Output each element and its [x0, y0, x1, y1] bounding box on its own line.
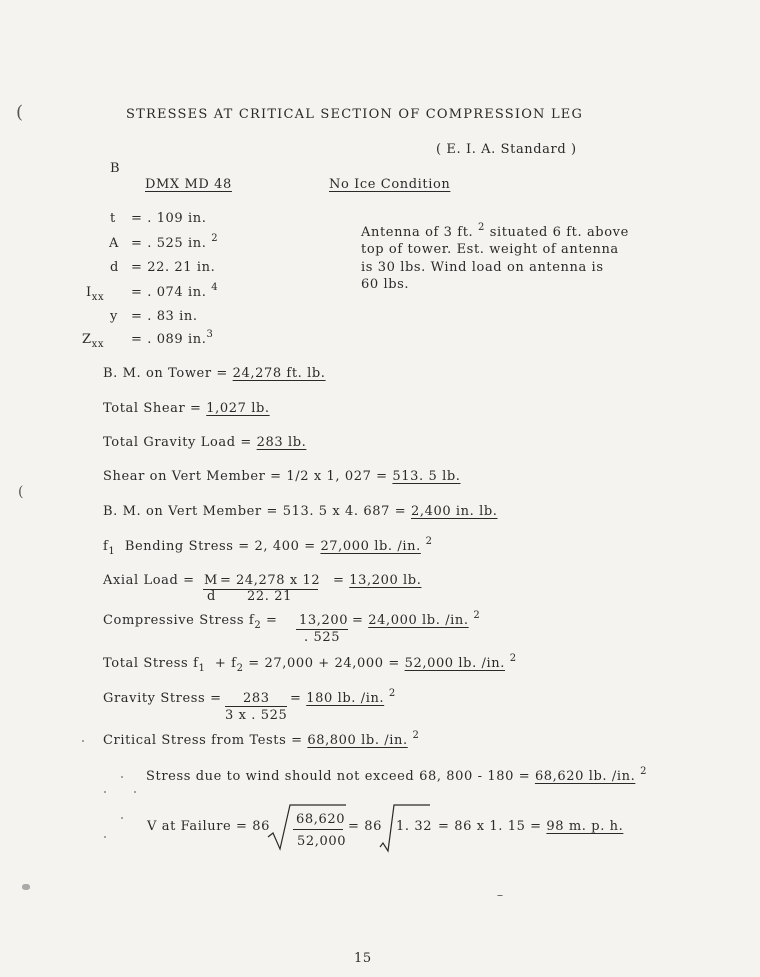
property-value: = . 089 in.$^3$	[131, 329, 214, 347]
margin-mark: (	[18, 484, 24, 500]
total-shear-line: Total Shear = 1,027 lb.	[103, 401, 270, 416]
label-b: B	[110, 161, 121, 176]
property-row: y	[110, 309, 118, 324]
property-row: A	[109, 236, 119, 251]
gravity-load-line: Total Gravity Load = 283 lb.	[103, 435, 307, 450]
critical-stress-line: Critical Stress from Tests = 68,800 lb. /in. $^2$	[103, 730, 420, 748]
bending-stress-line: $f_1$ Bending Stress = 2, 400 = 27,000 lb. /in. $^2$	[103, 536, 433, 557]
property-row: d	[110, 260, 119, 275]
standard-note: ( E. I. A. Standard )	[436, 142, 577, 157]
property-value: = . 83 in.	[131, 309, 198, 324]
property-value: = . 074 in. $^4$	[131, 282, 219, 300]
property-row: $Z_{xx}$	[82, 332, 105, 350]
property-row: $I_{xx}$	[86, 285, 105, 303]
document-page: ( ( STRESSES AT CRITICAL SECTION OF COMPRESSION LEG ( E. I. A. Standard ) B DMX MD 48 No Ice Condition t = . 109 in. A = . 525 in. $^2$ d = 22. 21 in. $I_{xx}$ = . 074 in. $^4$ y = . 83 in. $Z_{xx}$ = . 089 in.$^3$ Antenna of 3 ft. $^2$ situated 6 ft. above top of tower. Est. weight of antenna is 30 lbs. Wind load on antenna is 60 lbs. B. M. on Tower = 24,278 ft. lb. Total Shear = 1,027 lb. Total Gravity Load = 283 lb. Shear on Vert Member = 1/2 x 1, 027 = 513. 5 lb. B. M. on Vert Member = 513. 5 x 4. 687 = 2,400 in. lb. $f_1$ Bending Stress = 2, 400 = 27,000 lb. /in. $^2$ Axial Load = M d 24,278 x 12 22. 21 = = 13,200 lb. Compressive Stress $f_2$ = 13,200 . 525 = 24,000 lb. /in. $^2$ Total Stress $f_1 + f_2 = 27,000 + 24,000 = 52,000$ lb. /in. $^2$ Gravity Stress = 283 3 x . 525 = 180 lb. /in. $^2$ Critical Stress from Tests = 68,800 lb. /in. $^2$ Stress due to wind should not exceed 68, 800 - 180 = 68,620 lb. /in. $^2$ V at Failure = 86 68,620 52,000 = 86 1. 32 = 86 x 1. 15 = 98 m. p. h. 15	[16, 102, 648, 966]
shear-vert-line: Shear on Vert Member = 1/2 x 1, 027 = 513. 5 lb.	[103, 469, 461, 484]
bm-vert-line: B. M. on Vert Member = 513. 5 x 4. 687 = 2,400 in. lb.	[103, 504, 498, 519]
page-number: 15	[354, 951, 372, 966]
property-row: t	[110, 211, 116, 226]
model-heading: DMX MD 48	[145, 177, 232, 192]
property-value: = . 525 in. $^2$	[131, 233, 219, 251]
page-title: STRESSES AT CRITICAL SECTION OF COMPRESSION LEG	[126, 107, 584, 122]
property-value: = 22. 21 in.	[131, 260, 216, 275]
wind-stress-line: Stress due to wind should not exceed 68, 800 - 180 = 68,620 lb. /in. $^2$	[146, 766, 648, 784]
total-stress-line: Total Stress $f_1 + f_2 = 27,000 + 24,000 = 52,000$ lb. /in. $^2$	[103, 653, 517, 674]
property-value: = . 109 in.	[131, 211, 207, 226]
condition-heading: No Ice Condition	[329, 177, 451, 192]
bm-tower-line: B. M. on Tower = 24,278 ft. lb.	[103, 366, 326, 381]
margin-mark: (	[16, 102, 24, 123]
